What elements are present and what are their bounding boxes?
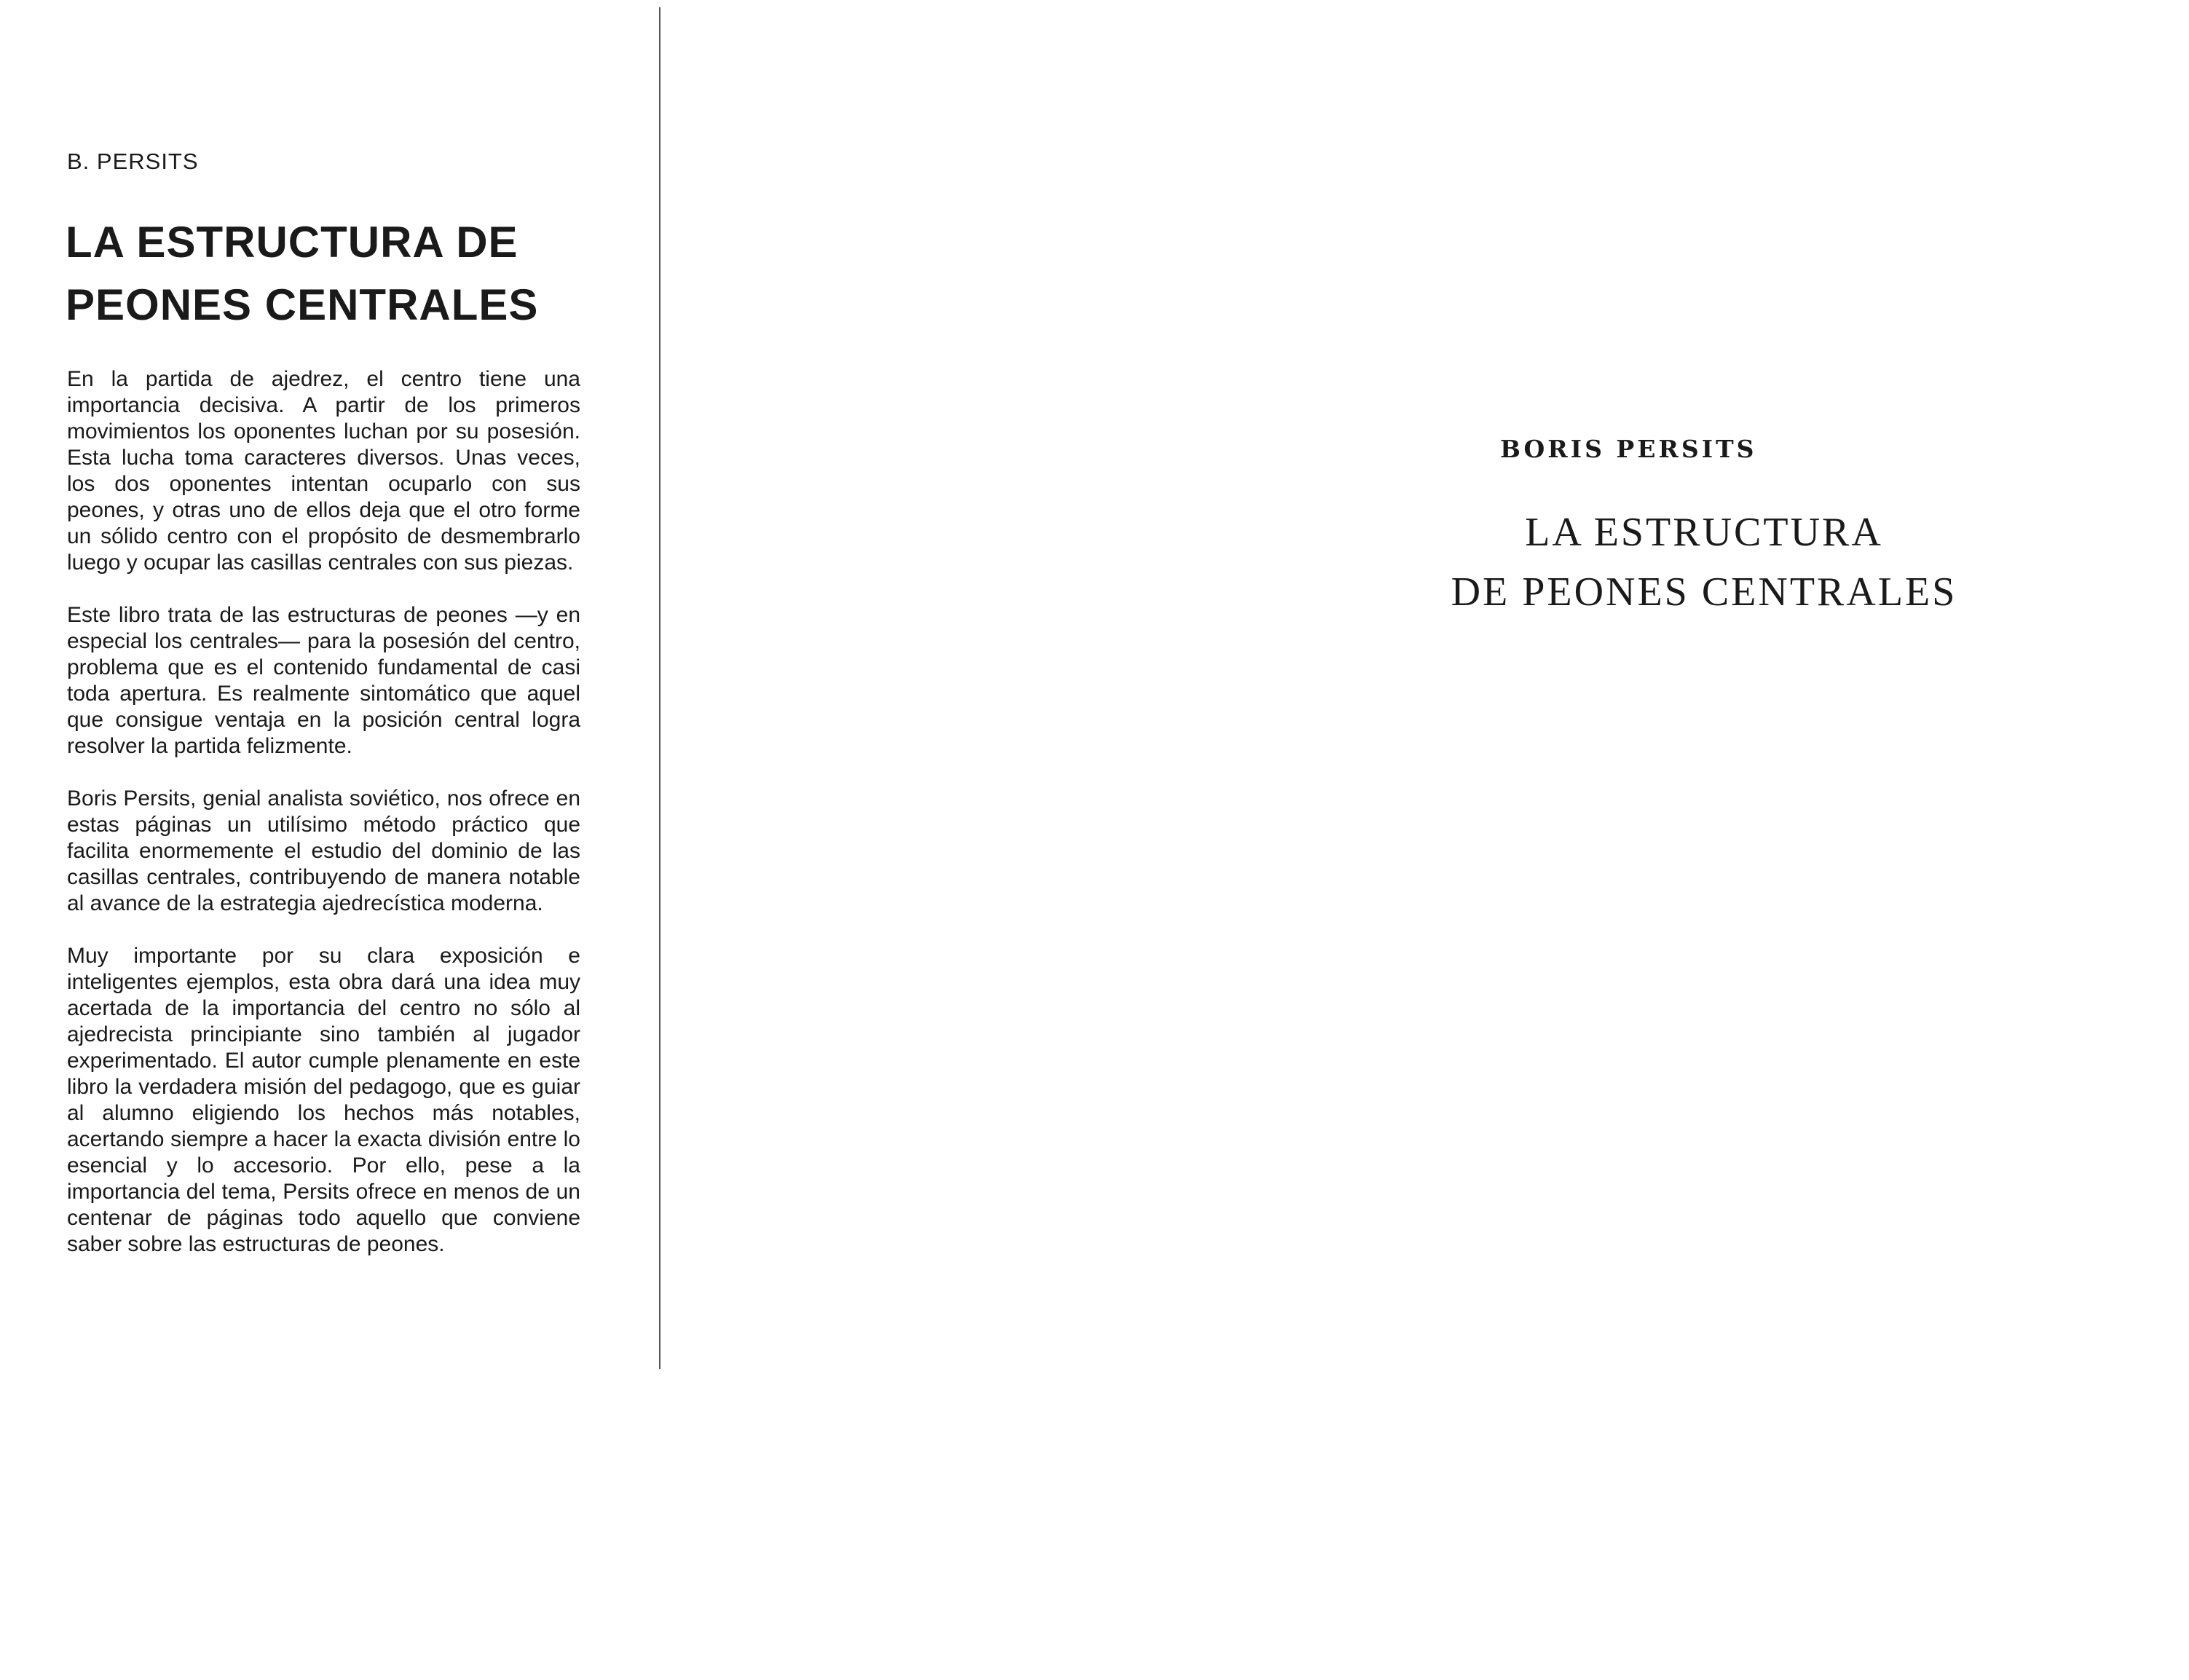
front-cover-title-line-2: DE PEONES CENTRALES (1451, 569, 1957, 615)
front-cover (660, 0, 2189, 1680)
blurb-paragraph: Muy importante por su clara exposición e inteligentes ejemplos, esta obra dará una idea muy acertada de la importancia del centro no sólo al ajedrecista principiante sino también al jugador experimentado. El autor cumple plenamente en este libro la verdadera misión del pedagogo, que es guiar al alumno eligiendo los hechos más notables, acertando siempre a hacer la exacta división entre lo esencial y lo accesorio. Por ello, pese a la importancia del tema, Persits ofrece en menos de un centenar de páginas todo aquello que conviene saber sobre las estructuras de peones. (67, 944, 580, 1256)
front-cover-author: BORIS PERSITS (1500, 435, 1757, 463)
blurb-paragraph: Este libro trata de las estructuras de peones —y en especial los centrales— para la posesión del centro, problema que es el contenido fundamental de casi toda apertura. Es realmente sintomático que aquel que consigue ventaja en la posición central logra resolver la partida felizmente. (67, 603, 580, 758)
back-cover-title (66, 211, 538, 336)
back-cover-author: B. PERSITS (67, 149, 199, 174)
back-cover (0, 0, 659, 1680)
blurb-paragraph: En la partida de ajedrez, el centro tiene una importancia decisiva. A partir de los primeros movimientos los oponentes luchan por su posesión. Esta lucha toma caracteres diversos. Unas veces, los dos oponentes intentan ocuparlo con sus peones, y otras uno de ellos deja que el otro forme un sólido centro con el propósito de desmembrarlo luego y ocupar las casillas centrales con sus piezas. (67, 367, 580, 575)
back-cover-blurb (67, 366, 580, 1284)
back-cover-title-line-2: PEONES CENTRALES (66, 280, 539, 329)
front-cover-title (1405, 502, 2003, 622)
back-cover-title-line-1: LA ESTRUCTURA DE (66, 218, 518, 267)
front-cover-title-line-1: LA ESTRUCTURA (1525, 510, 1883, 555)
blurb-paragraph: Boris Persits, genial analista soviético, nos ofrece en estas páginas un utilísimo método práctico que facilita enormemente el estudio del dominio de las casillas centrales, contribuyendo de manera notable al avance de la estrategia ajedrecística moderna. (67, 786, 580, 915)
